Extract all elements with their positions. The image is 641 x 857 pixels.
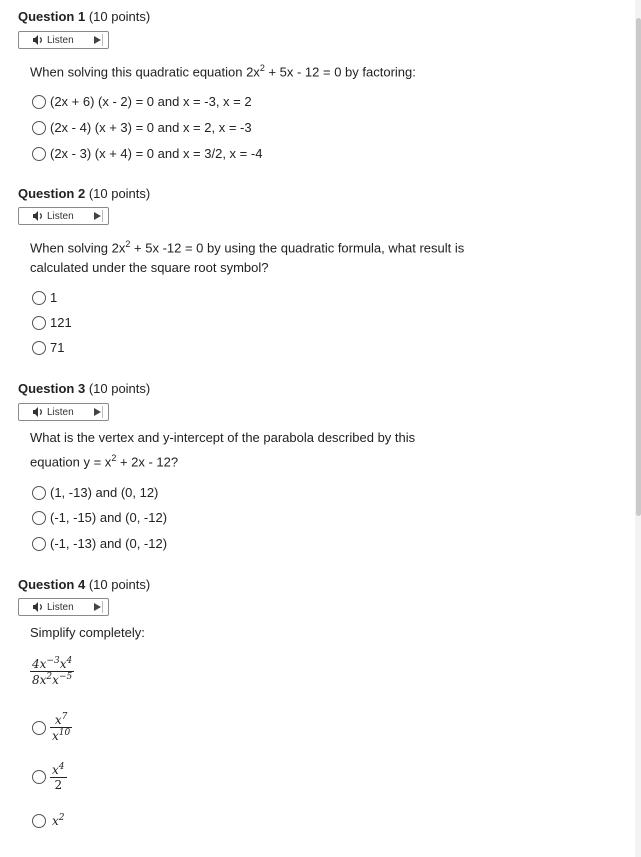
fraction-numerator (53, 712, 70, 727)
math-term: x (52, 763, 59, 777)
math-term: x (54, 713, 62, 727)
prompt-text: calculated under the square root symbol? (30, 260, 269, 276)
question-2-points: (10 points) (88, 186, 151, 201)
question-1-listen-button[interactable] (18, 31, 109, 49)
question-2-option-2[interactable] (32, 315, 72, 330)
expression-fraction (30, 656, 74, 687)
radio-button[interactable] (32, 121, 46, 135)
question-3-prompt (30, 428, 415, 472)
prompt-text: + 5x -12 = 0 by using the quadratic formula, what result is (130, 240, 465, 256)
math-exponent: 4 (58, 762, 65, 772)
option-label: (-1, -15) and (0, -12) (50, 510, 168, 525)
question-2-option-1[interactable] (32, 290, 57, 305)
question-1-option-1[interactable] (32, 94, 252, 109)
question-4-title (18, 577, 150, 592)
math-term: 2 (54, 778, 63, 792)
question-4-points: (10 points) (88, 577, 151, 592)
question-1-name: Question 1 (18, 9, 86, 24)
option-fraction (50, 712, 72, 743)
expression-denominator (30, 672, 74, 687)
option-fraction (50, 762, 67, 792)
speaker-icon (33, 211, 44, 221)
question-2-listen-button[interactable] (18, 207, 109, 225)
option-label: (2x + 6) (x - 2) = 0 and x = -3, x = 2 (50, 94, 252, 109)
math-term: x (59, 657, 67, 671)
radio-button[interactable] (32, 511, 46, 525)
play-icon[interactable] (94, 603, 101, 611)
question-2-option-3[interactable] (32, 340, 64, 355)
radio-button[interactable] (32, 537, 46, 551)
radio-button[interactable] (32, 95, 46, 109)
math-exponent: 4 (66, 656, 73, 666)
fraction-numerator (50, 762, 67, 777)
question-2-prompt (30, 234, 464, 278)
question-1-option-2[interactable] (32, 120, 252, 135)
math-exponent: −5 (58, 672, 73, 682)
listen-label: Listen (47, 601, 74, 613)
play-icon[interactable] (94, 408, 101, 416)
question-4-expression (30, 655, 74, 687)
fraction-denominator (50, 728, 72, 743)
expression-numerator (30, 656, 74, 671)
option-label: (2x - 3) (x + 4) = 0 and x = 3/2, x = -4 (50, 146, 263, 161)
radio-button[interactable] (32, 341, 46, 355)
listen-divider (102, 34, 103, 46)
question-4-option-3[interactable] (32, 813, 67, 828)
speaker-icon (33, 407, 44, 417)
math-exponent: −3 (46, 656, 60, 666)
math-expression (50, 813, 67, 828)
listen-label: Listen (47, 34, 74, 46)
radio-button[interactable] (32, 721, 46, 735)
question-1-option-3[interactable] (32, 146, 262, 161)
listen-divider (102, 406, 103, 418)
prompt-text: + 2x - 12? (116, 454, 179, 470)
question-2-title (18, 186, 150, 201)
listen-label: Listen (47, 406, 74, 418)
prompt-text: What is the vertex and y-intercept of the parabola described by this (30, 430, 416, 445)
question-4-option-1[interactable] (32, 712, 72, 743)
option-label: 1 (50, 290, 58, 305)
prompt-text: When solving 2x (30, 240, 126, 256)
scrollbar[interactable] (635, 0, 641, 857)
speaker-icon (33, 35, 44, 45)
listen-divider (102, 210, 103, 222)
option-label: 121 (50, 315, 72, 330)
question-1-prompt (30, 58, 416, 82)
prompt-exponent: 2 (259, 63, 265, 73)
question-2-name: Question 2 (18, 186, 86, 201)
option-label: 71 (50, 340, 65, 355)
question-3-name: Question 3 (18, 381, 86, 396)
question-4-option-2[interactable] (32, 762, 67, 792)
question-1-points: (10 points) (88, 9, 151, 24)
play-icon[interactable] (94, 36, 101, 44)
math-term: x (52, 814, 59, 828)
option-label: (-1, -13) and (0, -12) (50, 536, 168, 551)
math-exponent: 2 (58, 813, 65, 823)
question-3-option-1[interactable] (32, 485, 158, 500)
radio-button[interactable] (32, 316, 46, 330)
question-3-option-3[interactable] (32, 536, 167, 551)
fraction-denominator (52, 778, 64, 792)
listen-label: Listen (47, 210, 74, 222)
prompt-text: When solving this quadratic equation 2x (30, 64, 260, 80)
prompt-text: equation y = x (30, 454, 112, 470)
prompt-exponent: 2 (125, 239, 131, 249)
radio-button[interactable] (32, 291, 46, 305)
question-4-name: Question 4 (18, 577, 86, 592)
question-1-title (18, 9, 150, 24)
prompt-exponent: 2 (111, 453, 117, 463)
prompt-text: Simplify completely: (30, 625, 145, 640)
math-exponent: 10 (58, 728, 71, 738)
option-label: (1, -13) and (0, 12) (50, 485, 159, 500)
math-term: 4x (32, 657, 47, 671)
play-icon[interactable] (94, 212, 101, 220)
radio-button[interactable] (32, 814, 46, 828)
math-exponent: 2 (46, 672, 53, 682)
listen-divider (102, 601, 103, 613)
speaker-icon (33, 602, 44, 612)
radio-button[interactable] (32, 486, 46, 500)
question-3-points: (10 points) (88, 381, 151, 396)
question-3-title (18, 381, 150, 396)
math-term: x (52, 729, 59, 743)
option-label: (2x - 4) (x + 3) = 0 and x = 2, x = -3 (50, 120, 252, 135)
question-4-listen-button[interactable] (18, 598, 109, 616)
radio-button[interactable] (32, 770, 46, 784)
scrollbar-thumb[interactable] (636, 18, 641, 516)
question-4-prompt (30, 623, 145, 643)
question-3-listen-button[interactable] (18, 403, 109, 421)
option-expression (50, 813, 67, 828)
math-term: x (52, 673, 59, 687)
math-exponent: 7 (61, 712, 68, 722)
radio-button[interactable] (32, 147, 46, 161)
question-3-option-2[interactable] (32, 510, 167, 525)
prompt-text: + 5x - 12 = 0 by factoring: (264, 64, 416, 80)
math-term: 8x (32, 673, 47, 687)
